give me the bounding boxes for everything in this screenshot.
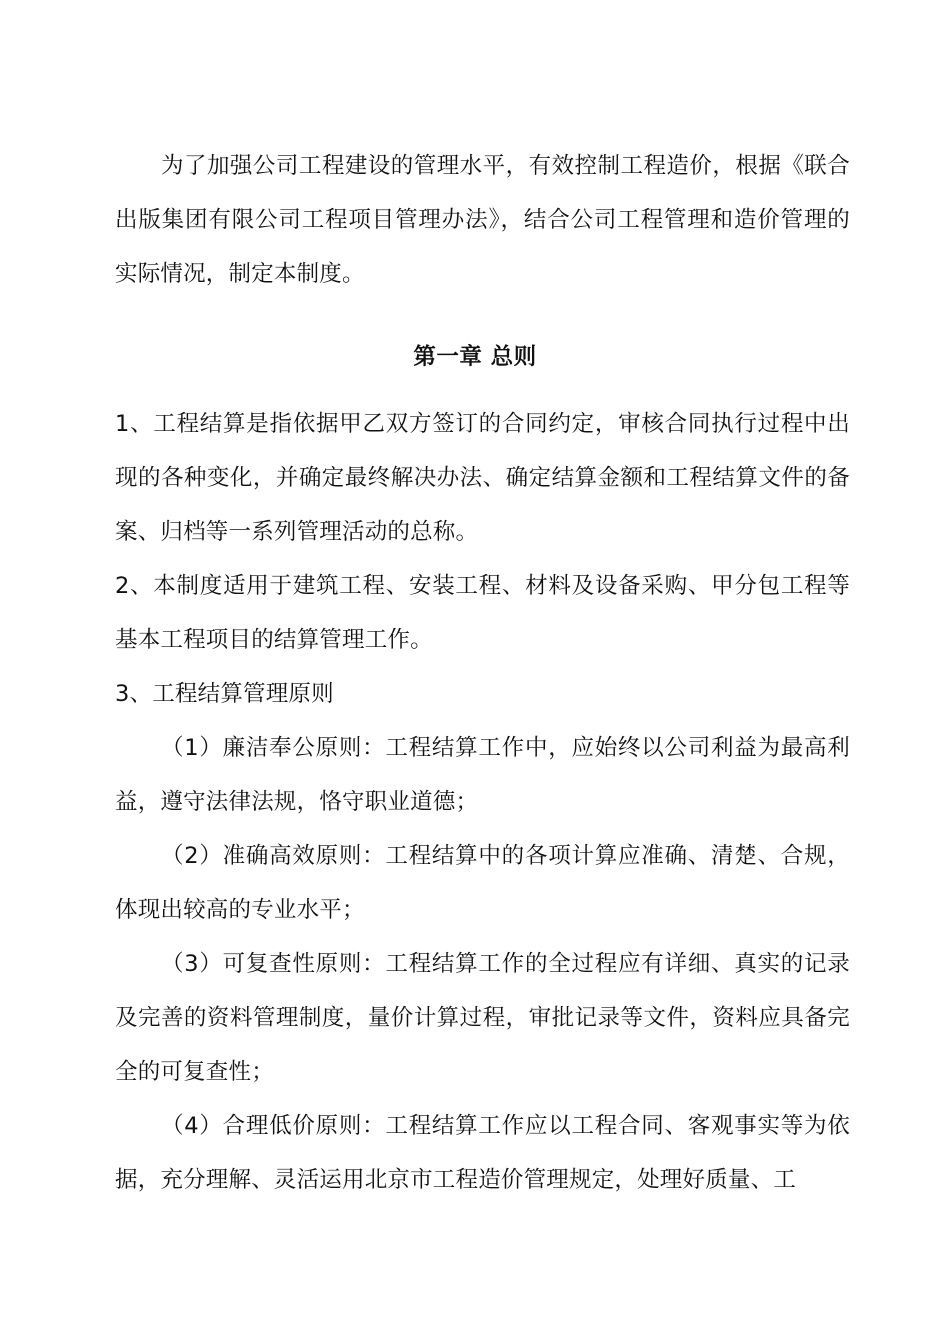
principle-1: （1）廉洁奉公原则：工程结算工作中，应始终以公司利益为最高利益，遵守法律法规，恪守职业道德； (115, 735, 850, 815)
principle-2: （2）准确高效原则：工程结算中的各项计算应准确、清楚、合规，体现出较高的专业水平； (115, 843, 850, 923)
article-3: 3、工程结算管理原则 (115, 681, 334, 707)
article-1: 1、工程结算是指依据甲乙双方签订的合同约定，审核合同执行过程中出现的各种变化，并确定最终解决办法、确定结算金额和工程结算文件的备案、归档等一系列管理活动的总称。 (115, 411, 850, 545)
principle-4: （4）合理低价原则：工程结算工作应以工程合同、客观事实等为依据，充分理解、灵活运用北京市工程造价管理规定，处理好质量、工 (115, 1113, 850, 1193)
article-2: 2、本制度适用于建筑工程、安装工程、材料及设备采购、甲分包工程等基本工程项目的结算管理工作。 (115, 573, 850, 653)
chapter-title: 第一章 总则 (413, 344, 537, 370)
principle-3: （3）可复查性原则：工程结算工作的全过程应有详细、真实的记录及完善的资料管理制度，量价计算过程，审批记录等文件，资料应具备完全的可复查性； (115, 951, 850, 1085)
intro-paragraph: 为了加强公司工程建设的管理水平，有效控制工程造价，根据《联合出版集团有限公司工程项目管理办法》，结合公司工程管理和造价管理的实际情况，制定本制度。 (115, 153, 850, 287)
